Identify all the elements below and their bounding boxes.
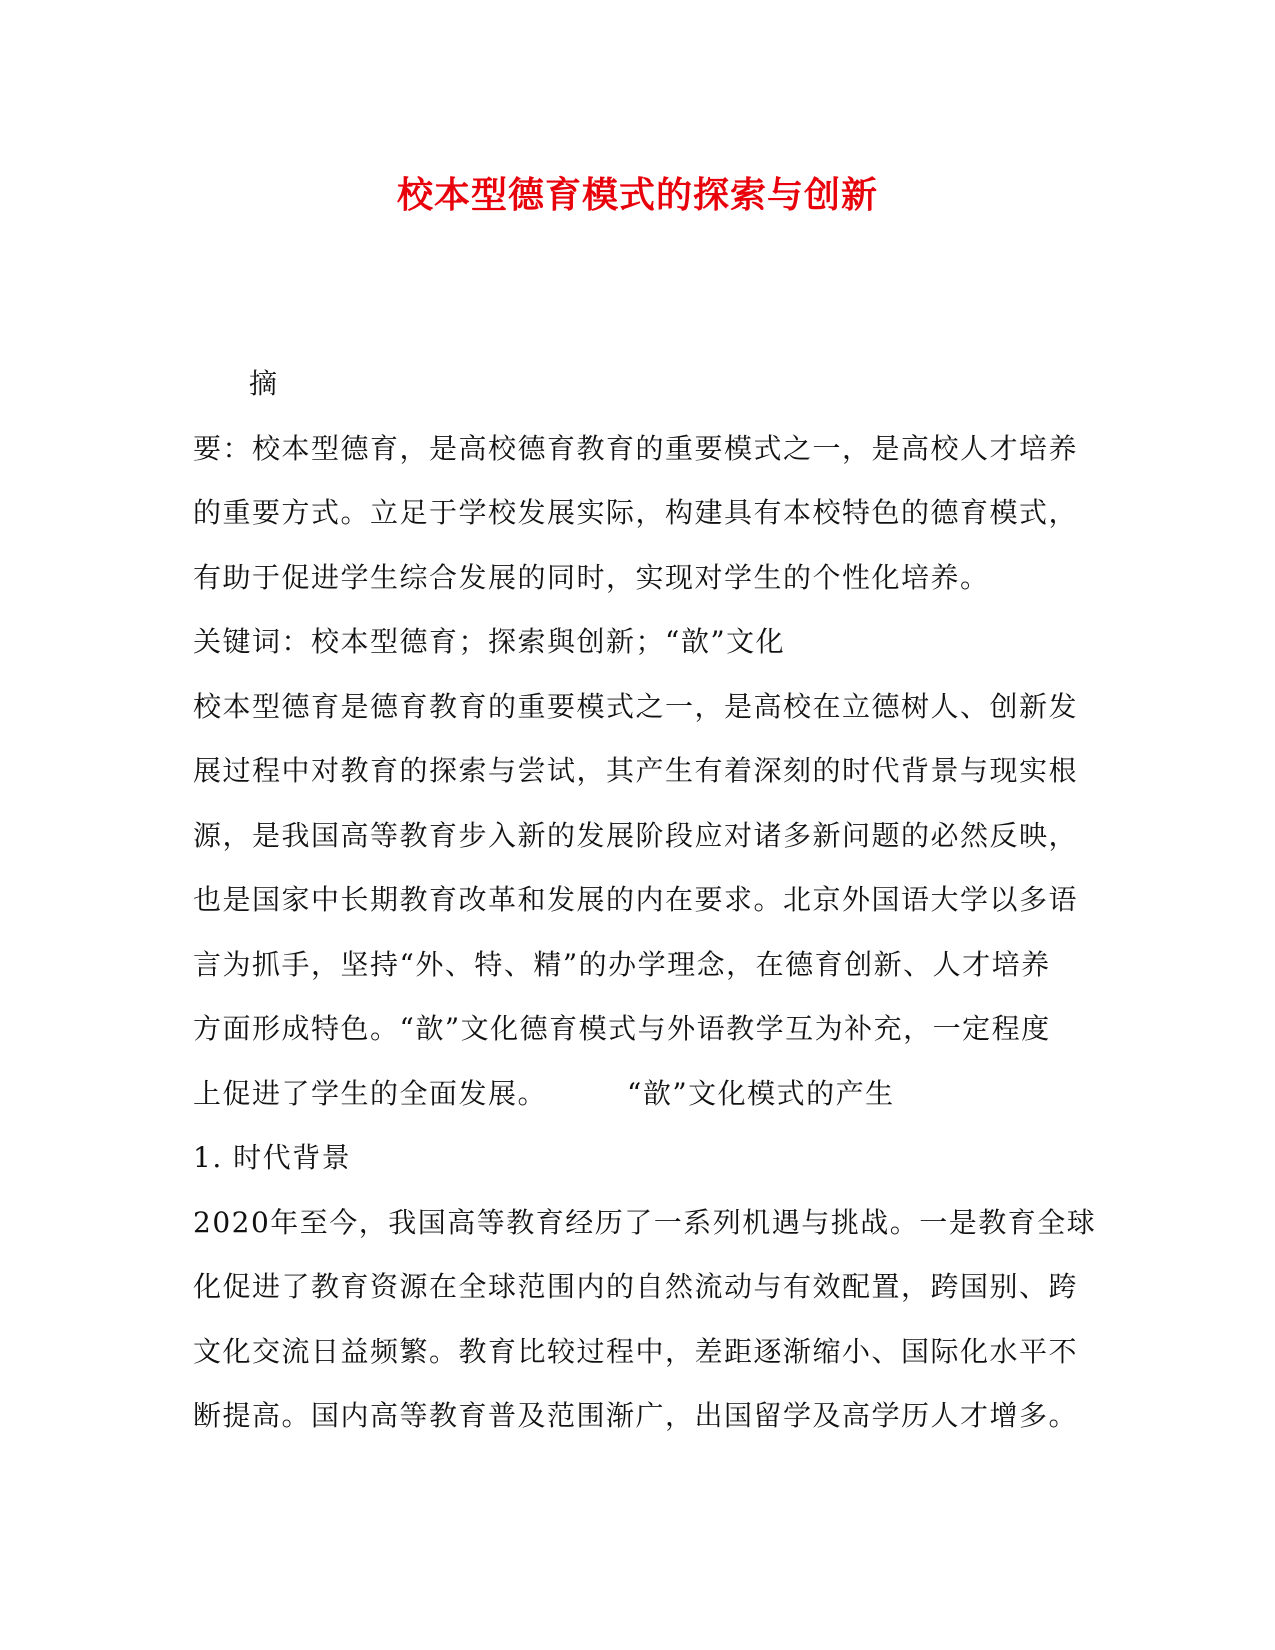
document-title: 校本型德育模式的探索与创新 (396, 174, 878, 216)
keywords-line: 关键词：校本型德育；探索與创新；“歆”文化 (193, 625, 786, 658)
abstract-line-1: 要：校本型德育，是高校德育教育的重要模式之一，是高校人才培养 (193, 431, 1079, 465)
abstract-line-3: 有助于促进学生综合发展的同时，实现对学生的个性化培养。 (193, 560, 990, 594)
abstract-line-2: 的重要方式。立足于学校发展实际，构建具有本校特色的德育模式， (193, 496, 1079, 529)
section-heading: “歆”文化模式的产生 (627, 1076, 895, 1110)
paragraph-1-line-5: 言为抓手，坚持“外、特、精”的办学理念，在德育创新、人才培养 (193, 947, 1051, 981)
paragraph-1-end-text: 上促进了学生的全面发展。 (193, 1076, 548, 1110)
paragraph-2-line-4: 断提高。国内高等教育普及范围渐广，出国留学及高学历人才增多。 (193, 1399, 1079, 1432)
paragraph-1-line-4: 也是国家中长期教育改革和发展的内在要求。北京外国语大学以多语 (193, 883, 1079, 916)
paragraph-1-line-6: 方面形成特色。“歆”文化德育模式与外语教学互为补充，一定程度 (193, 1012, 1051, 1045)
paragraph-1-line-2: 展过程中对教育的探索与尝试，其产生有着深刻的时代背景与现实根 (193, 754, 1079, 787)
paragraph-1-line-1: 校本型德育是德育教育的重要模式之一，是高校在立德树人、创新发 (193, 689, 1079, 723)
abstract-label-line: 摘 (249, 367, 279, 400)
paragraph-2-line-1: 2020年至今，我国高等教育经历了一系列机遇与挑战。一是教育全球 (193, 1205, 1097, 1239)
document-body (193, 352, 1097, 1449)
paragraph-2-line-3: 文化交流日益频繁。教育比较过程中，差距逐渐缩小、国际化水平不 (193, 1334, 1079, 1368)
subsection-heading: 1. 时代背景 (193, 1141, 352, 1174)
paragraph-2-line-2: 化促进了教育资源在全球范围内的自然流动与有效配置，跨国别、跨 (193, 1270, 1079, 1303)
paragraph-1-line-7 (193, 1062, 1073, 1127)
paragraph-1-line-3: 源，是我国高等教育步入新的发展阶段应对诸多新问题的必然反映， (193, 818, 1079, 852)
